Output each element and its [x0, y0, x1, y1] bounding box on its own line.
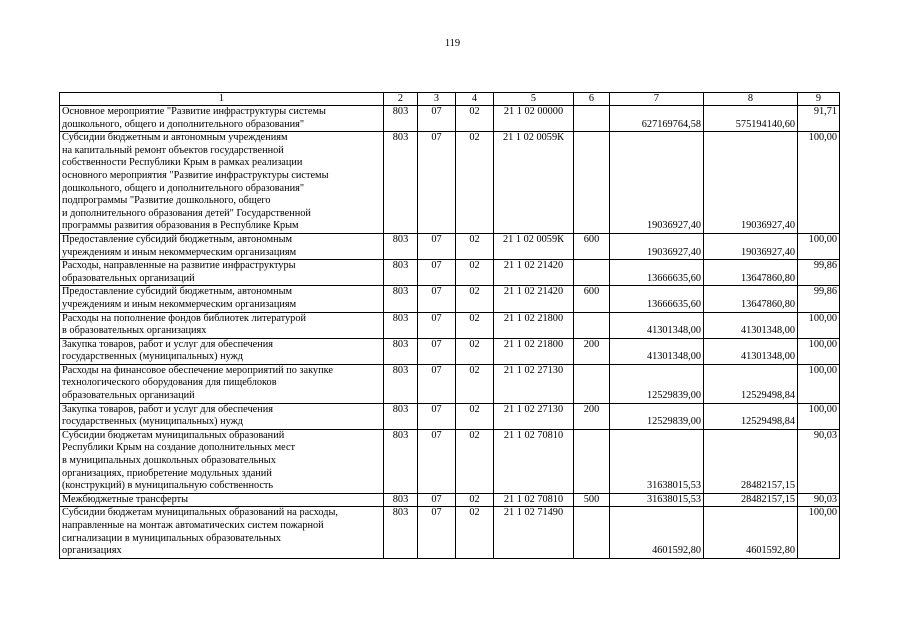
executed-amount-cell: 41301348,00 [704, 338, 798, 364]
execution-percent-cell: 100,00 [798, 132, 840, 234]
section-code-cell: 07 [418, 233, 456, 259]
expense-type-cell: 200 [574, 338, 610, 364]
target-article-cell: 21 1 02 71490 [494, 507, 574, 558]
execution-percent-cell: 100,00 [798, 233, 840, 259]
budget-table [59, 92, 840, 559]
expense-type-cell [574, 312, 610, 338]
subsection-code-cell: 02 [456, 106, 494, 132]
column-header-8: 8 [704, 93, 798, 106]
planned-amount-cell: 13666635,60 [610, 260, 704, 286]
target-article-cell: 21 1 02 27130 [494, 403, 574, 429]
ministry-code-cell: 803 [384, 132, 418, 234]
planned-amount-cell: 41301348,00 [610, 312, 704, 338]
execution-percent-cell: 90,03 [798, 429, 840, 493]
section-code-cell: 07 [418, 403, 456, 429]
subsection-code-cell: 02 [456, 312, 494, 338]
description-line: основного мероприятия "Развитие инфраструктуры системы [62, 169, 329, 181]
expense-type-cell [574, 132, 610, 234]
target-article-cell: 21 1 02 0059К [494, 132, 574, 234]
target-article-cell: 21 1 02 21420 [494, 286, 574, 312]
description-line: Расходы, направленные на развитие инфраструктуры [62, 260, 296, 272]
description-line: образовательных организаций [62, 390, 195, 402]
description-line: образовательных организаций [62, 272, 195, 284]
description-line: в муниципальных дошкольных образовательных [62, 455, 276, 467]
column-header-4: 4 [456, 93, 494, 106]
table-row [60, 338, 840, 364]
execution-percent-cell: 100,00 [798, 364, 840, 403]
column-header-3: 3 [418, 93, 456, 106]
row-description [60, 338, 384, 364]
expense-type-cell [574, 429, 610, 493]
subsection-code-cell: 02 [456, 429, 494, 493]
execution-percent-cell: 100,00 [798, 312, 840, 338]
column-header-7: 7 [610, 93, 704, 106]
planned-amount-cell: 31638015,53 [610, 493, 704, 507]
executed-amount-cell: 19036927,40 [704, 132, 798, 234]
description-line: Основное мероприятие "Развитие инфраструктуры системы [62, 106, 326, 117]
description-line: и дополнительного образования детей" Государственной [62, 207, 311, 219]
row-description [60, 403, 384, 429]
section-code-cell: 07 [418, 493, 456, 507]
subsection-code-cell: 02 [456, 493, 494, 507]
subsection-code-cell: 02 [456, 233, 494, 259]
column-header-9: 9 [798, 93, 840, 106]
row-description [60, 364, 384, 403]
expense-type-cell: 200 [574, 403, 610, 429]
description-line: дошкольного, общего и дополнительного образования" [62, 182, 305, 194]
description-line: Межбюджетные трансферты [62, 493, 189, 505]
row-description [60, 132, 384, 234]
row-description [60, 260, 384, 286]
subsection-code-cell: 02 [456, 260, 494, 286]
target-article-cell: 21 1 02 00000 [494, 106, 574, 132]
target-article-cell: 21 1 02 21420 [494, 260, 574, 286]
description-line: государственных (муниципальных) нужд [62, 416, 243, 428]
execution-percent-cell: 99,86 [798, 286, 840, 312]
description-line: Расходы на пополнение фондов библиотек литературой [62, 312, 306, 324]
section-code-cell: 07 [418, 132, 456, 234]
expense-type-cell [574, 260, 610, 286]
planned-amount-cell: 41301348,00 [610, 338, 704, 364]
expense-type-cell [574, 507, 610, 558]
planned-amount-cell: 12529839,00 [610, 403, 704, 429]
target-article-cell: 21 1 02 0059К [494, 233, 574, 259]
subsection-code-cell: 02 [456, 403, 494, 429]
description-line: направленные на монтаж автоматических систем пожарной [62, 520, 324, 531]
table-row [60, 429, 840, 493]
ministry-code-cell: 803 [384, 403, 418, 429]
section-code-cell: 07 [418, 286, 456, 312]
target-article-cell: 21 1 02 21800 [494, 312, 574, 338]
description-line: сигнализации в муниципальных образовательных [62, 532, 281, 544]
section-code-cell: 07 [418, 429, 456, 493]
table-row [60, 312, 840, 338]
description-line: в образовательных организациях [62, 325, 207, 337]
execution-percent-cell: 90,03 [798, 493, 840, 507]
executed-amount-cell: 13647860,80 [704, 286, 798, 312]
planned-amount-cell: 31638015,53 [610, 429, 704, 493]
executed-amount-cell: 41301348,00 [704, 312, 798, 338]
planned-amount-cell: 13666635,60 [610, 286, 704, 312]
description-line: учреждениям и иным некоммерческим организациям [62, 298, 297, 310]
expense-type-cell: 600 [574, 233, 610, 259]
row-description [60, 106, 384, 132]
column-header-1: 1 [60, 93, 384, 106]
section-code-cell: 07 [418, 260, 456, 286]
ministry-code-cell: 803 [384, 364, 418, 403]
subsection-code-cell: 02 [456, 286, 494, 312]
row-description [60, 429, 384, 493]
executed-amount-cell: 12529498,84 [704, 364, 798, 403]
description-line: технологического оборудования для пищеблоков [62, 377, 277, 389]
executed-amount-cell: 13647860,80 [704, 260, 798, 286]
table-row [60, 403, 840, 429]
target-article-cell: 21 1 02 21800 [494, 338, 574, 364]
description-line: Закупка товаров, работ и услуг для обеспечения [62, 403, 273, 415]
target-article-cell: 21 1 02 70810 [494, 429, 574, 493]
row-description [60, 286, 384, 312]
expense-type-cell: 600 [574, 286, 610, 312]
ministry-code-cell: 803 [384, 106, 418, 132]
column-header-2: 2 [384, 93, 418, 106]
execution-percent-cell: 99,86 [798, 260, 840, 286]
page-number: 119 [444, 38, 461, 49]
row-description [60, 312, 384, 338]
ministry-code-cell: 803 [384, 233, 418, 259]
table-row [60, 132, 840, 234]
execution-percent-cell: 100,00 [798, 403, 840, 429]
description-line: Субсидии бюджетам муниципальных образований [62, 429, 285, 441]
description-line: организациях, приобретение модульных зданий [62, 467, 272, 479]
execution-percent-cell: 100,00 [798, 507, 840, 558]
table-header-row [60, 93, 840, 106]
expense-type-cell [574, 364, 610, 403]
planned-amount-cell: 12529839,00 [610, 364, 704, 403]
planned-amount-cell: 19036927,40 [610, 132, 704, 234]
executed-amount-cell: 4601592,80 [704, 507, 798, 558]
ministry-code-cell: 803 [384, 260, 418, 286]
column-header-5: 5 [494, 93, 574, 106]
executed-amount-cell: 28482157,15 [704, 429, 798, 493]
row-description [60, 507, 384, 558]
target-article-cell: 21 1 02 70810 [494, 493, 574, 507]
executed-amount-cell: 28482157,15 [704, 493, 798, 507]
description-line: Субсидии бюджетам муниципальных образований на расходы, [62, 507, 338, 519]
description-line: Закупка товаров, работ и услуг для обеспечения [62, 338, 273, 350]
description-line: (конструкций) в муниципальную собственность [62, 480, 274, 492]
ministry-code-cell: 803 [384, 338, 418, 364]
expense-type-cell: 500 [574, 493, 610, 507]
section-code-cell: 07 [418, 106, 456, 132]
table-row [60, 286, 840, 312]
description-line: программы развития образования в Республике Крым [62, 220, 299, 232]
ministry-code-cell: 803 [384, 286, 418, 312]
section-code-cell: 07 [418, 364, 456, 403]
executed-amount-cell: 19036927,40 [704, 233, 798, 259]
description-line: Предоставление субсидий бюджетным, автономным [62, 233, 293, 245]
description-line: Предоставление субсидий бюджетным, автономным [62, 286, 293, 298]
description-line: на капитальный ремонт объектов государственной [62, 144, 284, 156]
row-description [60, 493, 384, 507]
planned-amount-cell: 19036927,40 [610, 233, 704, 259]
description-line: организациях [62, 545, 122, 557]
table-row [60, 260, 840, 286]
executed-amount-cell: 12529498,84 [704, 403, 798, 429]
section-code-cell: 07 [418, 338, 456, 364]
description-line: подпрограммы "Развитие дошкольного, общего [62, 195, 271, 207]
table-row [60, 364, 840, 403]
table-row [60, 233, 840, 259]
subsection-code-cell: 02 [456, 338, 494, 364]
ministry-code-cell: 803 [384, 429, 418, 493]
description-line: дошкольного, общего и дополнительного образования" [62, 118, 305, 130]
table-row [60, 493, 840, 507]
ministry-code-cell: 803 [384, 507, 418, 558]
expense-type-cell [574, 106, 610, 132]
ministry-code-cell: 803 [384, 312, 418, 338]
description-line: Субсидии бюджетным и автономным учреждениям [62, 132, 288, 144]
table-row [60, 507, 840, 558]
ministry-code-cell: 803 [384, 493, 418, 507]
executed-amount-cell: 575194140,60 [704, 106, 798, 132]
description-line: Расходы на финансовое обеспечение мероприятий по закупке [62, 364, 333, 376]
subsection-code-cell: 02 [456, 132, 494, 234]
execution-percent-cell: 100,00 [798, 338, 840, 364]
description-line: государственных (муниципальных) нужд [62, 351, 243, 363]
section-code-cell: 07 [418, 507, 456, 558]
section-code-cell: 07 [418, 312, 456, 338]
description-line: Республики Крым на создание дополнительных мест [62, 442, 296, 454]
table-row [60, 106, 840, 132]
planned-amount-cell: 627169764,58 [610, 106, 704, 132]
target-article-cell: 21 1 02 27130 [494, 364, 574, 403]
description-line: учреждениям и иным некоммерческим организациям [62, 246, 297, 258]
column-header-6: 6 [574, 93, 610, 106]
description-line: собственности Республики Крым в рамках реализации [62, 157, 303, 169]
row-description [60, 233, 384, 259]
execution-percent-cell: 91,71 [798, 106, 840, 132]
subsection-code-cell: 02 [456, 364, 494, 403]
planned-amount-cell: 4601592,80 [610, 507, 704, 558]
subsection-code-cell: 02 [456, 507, 494, 558]
